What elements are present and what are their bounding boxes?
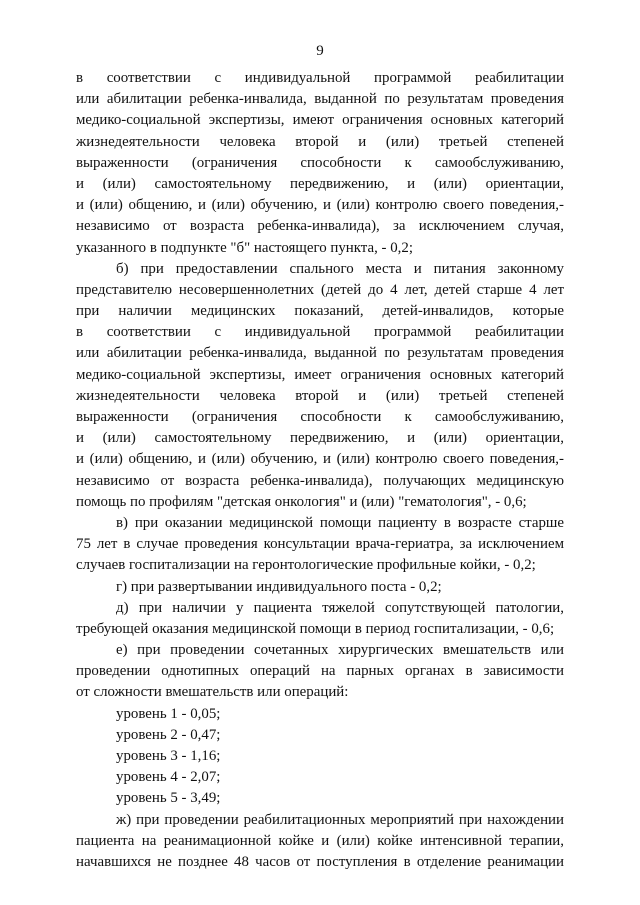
text-line: и (или) самостоятельному передвижению, и (или) ориентации, xyxy=(76,430,564,447)
text-line: случаев госпитализации на геронтологические профильные койки, - 0,2; xyxy=(76,557,536,574)
text-line: независимо от возраста ребенка-инвалида), за исключением случая, xyxy=(76,218,564,235)
text-line: требующей оказания медицинской помощи в период госпитализации, - 0,6; xyxy=(76,620,555,637)
text-line: уровень 2 - 0,47; xyxy=(116,726,221,743)
text-line: в соответствии с индивидуальной программой реабилитации xyxy=(76,324,564,341)
text-line: уровень 1 - 0,05; xyxy=(116,705,221,722)
text-line: уровень 3 - 1,16; xyxy=(116,748,221,764)
text-line: уровень 5 - 3,49; xyxy=(116,790,221,807)
text-line: пациента на реанимационной койке и (или) койке интенсивной терапии, xyxy=(76,832,564,849)
text-line: медико-социальной экспертизы, имеют ограничения основных категорий xyxy=(76,112,564,129)
text-line: при наличии медицинских показаний, детей-инвалидов, которые xyxy=(76,303,564,320)
text-line: 75 лет в случае проведения консультации врача-гериатра, за исключением xyxy=(76,536,564,553)
text-line: или абилитации ребенка-инвалида, выданной по результатам проведения xyxy=(76,91,564,108)
text-line: от сложности вмешательств или операций: xyxy=(76,684,349,701)
text-line: г) при развертывании индивидуального поста - 0,2; xyxy=(116,578,442,595)
text-line: в соответствии с индивидуальной программой реабилитации xyxy=(76,70,564,86)
text-line: медико-социальной экспертизы, имеет ограничения основных категорий xyxy=(76,366,564,383)
text-line: в) при оказании медицинской помощи пациенту в возрасте старше xyxy=(116,514,564,531)
text-line: или абилитации ребенка-инвалида, выданной по результатам проведения xyxy=(76,345,564,362)
text-line: жизнедеятельности человека второй и (или) третьей степеней xyxy=(76,133,564,150)
text-line: выраженности (ограничения способности к самообслуживанию, xyxy=(76,409,564,425)
text-line: указанного в подпункте "б" настоящего пункта, - 0,2; xyxy=(76,239,413,256)
body-text xyxy=(76,68,564,873)
text-line: и (или) общению, и (или) обучению, и (или) контролю своего поведения,- xyxy=(76,451,564,468)
text-line: и (или) общению, и (или) обучению, и (или) контролю своего поведения,- xyxy=(76,197,564,214)
text-line: помощь по профилям "детская онкология" и (или) "гематология", - 0,6; xyxy=(76,493,527,510)
text-line: уровень 4 - 2,07; xyxy=(116,769,221,786)
text-line: д) при наличии у пациента тяжелой сопутствующей патологии, xyxy=(116,599,564,616)
text-line: представителю несовершеннолетних (детей до 4 лет, детей старше 4 лет xyxy=(76,281,564,298)
text-line: б) при предоставлении спального места и питания законному xyxy=(116,260,564,277)
text-line: ж) при проведении реабилитационных мероприятий при нахождении xyxy=(116,811,564,828)
text-line: и (или) самостоятельному передвижению, и (или) ориентации, xyxy=(76,175,564,192)
text-line: проведении однотипных операций на парных органах в зависимости xyxy=(76,663,564,680)
text-line: выраженности (ограничения способности к самообслуживанию, xyxy=(76,154,564,171)
text-line: жизнедеятельности человека второй и (или) третьей степеней xyxy=(76,387,564,404)
text-line: е) при проведении сочетанных хирургических вмешательств или xyxy=(116,642,564,659)
text-line: начавшихся не позднее 48 часов от поступления в отделение реанимации xyxy=(76,853,564,870)
page-number: 9 xyxy=(316,43,324,59)
text-line: независимо от возраста ребенка-инвалида), получающих медицинскую xyxy=(76,472,564,489)
